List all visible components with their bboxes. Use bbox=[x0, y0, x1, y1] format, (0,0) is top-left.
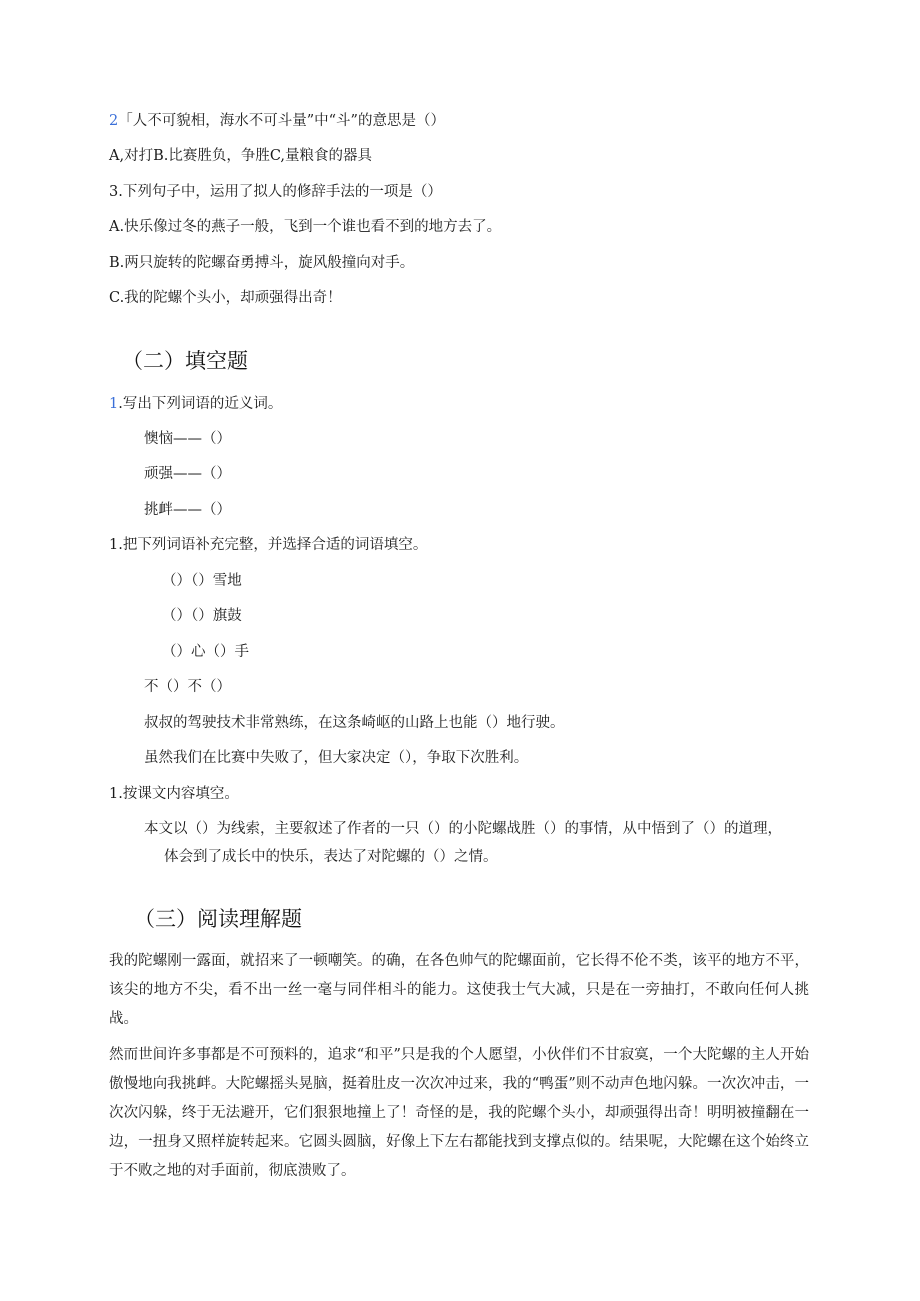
synonym-item-3: 挑衅——（） bbox=[144, 502, 231, 518]
question-3-option-a: A.快乐像过冬的燕子一般，飞到一个谁也看不到的地方去了。 bbox=[109, 219, 502, 235]
idiom-item-3: （）心（）手 bbox=[162, 644, 249, 660]
question-number: 2 bbox=[109, 113, 119, 129]
question-3-option-c: C.我的陀螺个头小，却顽强得出奇！ bbox=[109, 290, 342, 306]
question-number: 1 bbox=[109, 396, 119, 412]
question-2 bbox=[109, 111, 445, 131]
reading-paragraph-2 bbox=[109, 1041, 809, 1186]
synonym-item-2: 顽强——（） bbox=[144, 466, 231, 482]
fill-sentence-2: 虽然我们在比赛中失败了，但大家决定（），争取下次胜利。 bbox=[144, 750, 529, 766]
idiom-item-4: 不（）不（） bbox=[144, 679, 231, 695]
question-3-option-b: B.两只旋转的陀螺奋勇搏斗，旋风般撞向对手。 bbox=[109, 255, 415, 271]
section-heading-fill-blank: （二）填空题 bbox=[122, 349, 248, 373]
synonym-item-1: 懊恼——（） bbox=[144, 431, 231, 447]
fill-question-1 bbox=[109, 394, 282, 414]
fill-question-3: 1.按课文内容填空。 bbox=[109, 786, 239, 802]
paragraph-text: 然而世间许多事都是不可预料的，追求“和平”只是我的个人愿望，小伙伴们不甘寂寞，一个大陀螺的主人开始傲慢地向我挑衅。大陀螺摇头晃脑，挺着肚皮一次次冲过来，我的“鸭蛋”则不动声色地闪躲。一次次冲击，一次次闪躲，终于无法避开，它们狠狠地撞上了！奇怪的是，我的陀螺个头小，却顽强得出奇！明明被撞翻在一边，一扭身又照样旋转起来。它圆头圆脑，好像上下左右都能找到支撑点似的。结果呢，大陀螺在这个始终立于不败之地的对手面前，彻底溃败了。 bbox=[109, 1047, 809, 1179]
section-heading-reading: （三）阅读理解题 bbox=[134, 907, 302, 931]
summary-line-1: 本文以（）为线索，主要叙述了作者的一只（）的小陀螺战胜（）的事情，从中悟到了（）的道理， bbox=[144, 821, 782, 837]
question-text: .写出下列词语的近义词。 bbox=[118, 396, 283, 412]
idiom-item-2: （）（）旗鼓 bbox=[162, 608, 242, 624]
question-2-options: A,对打B.比赛胜负，争胜C,量粮食的器具 bbox=[109, 148, 373, 164]
idiom-item-1: （）（）雪地 bbox=[162, 573, 242, 589]
fill-question-2: 1.把下列词语补充完整，并选择合适的词语填空。 bbox=[109, 537, 428, 553]
question-text: 「人不可貌相，海水不可斗量”中“斗”的意思是（） bbox=[118, 113, 445, 129]
question-3: 3.下列句子中，运用了拟人的修辞手法的一项是（） bbox=[109, 184, 442, 200]
fill-sentence-1: 叔叔的驾驶技术非常熟练，在这条崎岖的山路上也能（）地行驶。 bbox=[144, 715, 565, 731]
reading-paragraph-1 bbox=[109, 947, 809, 1034]
summary-line-2: 体会到了成长中的快乐，表达了对陀螺的（）之情。 bbox=[164, 849, 498, 865]
paragraph-text: 我的陀螺刚一露面，就招来了一顿嘲笑。的确，在各色帅气的陀螺面前，它长得不伦不类，该平的地方不平，该尖的地方不尖，看不出一丝一毫与同伴相斗的能力。这使我士气大减，只是在一旁抽打，不敢向任何人挑战。 bbox=[109, 953, 809, 1027]
